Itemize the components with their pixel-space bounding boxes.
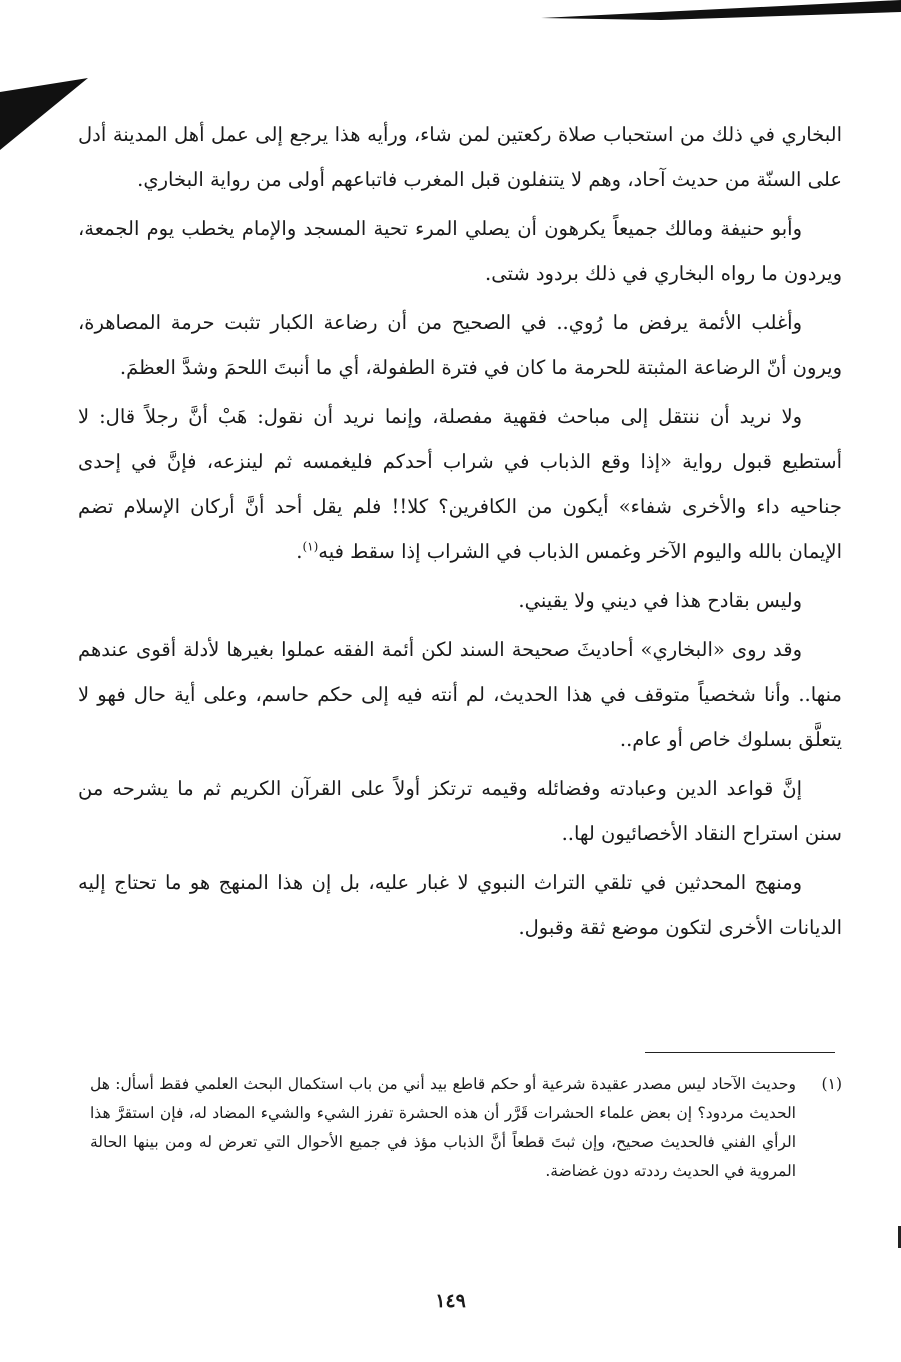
paragraph-6: وقد روى «البخاري» أحاديثَ صحيحة السند لكن أئمة الفقه عملوا بغيرها لأدلة أقوى عندهم منها.. وأنا شخصياً متوقف في هذا الحديث، لم أنته فيه إلى حكم حاسم، وعلى أية حال فهو لا يتعلَّق بسلوك خاص أو عام..: [78, 638, 842, 751]
footnote-separator: [645, 1052, 835, 1053]
paragraph-5: وليس بقادح هذا في ديني ولا يقيني.: [518, 589, 802, 612]
footnote-marker: (١): [821, 1075, 842, 1093]
paragraph-2: وأبو حنيفة ومالك جميعاً يكرهون أن يصلي المرء تحية المسجد والإمام يخطب يوم الجمعة، ويردون ما رواه البخاري في ذلك بردود شتى.: [78, 217, 842, 285]
paragraph-3: وأغلب الأئمة يرفض ما رُوي.. في الصحيح من أن رضاعة الكبار تثبت حرمة المصاهرة، ويرون أنّ الرضاعة المثبتة للحرمة ما كان في فترة الطفولة، أي ما أنبتَ اللحمَ وشدَّ العظمَ.: [78, 311, 842, 379]
paragraph-1: البخاري في ذلك من استحباب صلاة ركعتين لمن شاء، ورأيه هذا يرجع إلى عمل أهل المدينة أدل على السنّة من حديث آحاد، وهم لا يتنفلون قبل المغرب فاتباعهم أولى من رواية البخاري.: [78, 123, 842, 191]
paragraph-7: إنَّ قواعد الدين وعبادته وفضائله وقيمه ترتكز أولاً على القرآن الكريم ثم ما يشرحه من سنن استراح النقاد الأخصائيون لها..: [78, 777, 842, 845]
body-text: [78, 112, 842, 954]
paragraph-4-end: .: [296, 540, 303, 563]
page-corner-shadow-left: [0, 78, 88, 150]
footnote-reference[interactable]: (١): [302, 539, 319, 554]
footnote-text: وحديث الآحاد ليس مصدر عقيدة شرعية أو حكم قاطع بيد أني من باب استكمال البحث العلمي فقط أسأل: هل الحديث مردود؟ إن بعض علماء الحشرات قَرَّر أن هذه الحشرة تفرز الشيء والشيء المضاد له، فإن استقرَّ هذا الرأي الفني فالحديث صحيح، وإن ثبتَ قطعاً أنَّ الذباب مؤذ في جميع الأحوال التي تعرض له ومن بينها الحالة المروية في الحديث رددته دون غضاضة.: [90, 1075, 796, 1180]
paragraph-4: [78, 394, 842, 574]
paragraph-8: ومنهج المحدثين في تلقي التراث النبوي لا غبار عليه، بل إن هذا المنهج هو ما تحتاج إليه الديانات الأخرى لتكون موضع ثقة وقبول.: [78, 871, 842, 939]
paragraph-4-text: ولا نريد أن ننتقل إلى مباحث فقهية مفصلة، وإنما نريد أن نقول: هَبْ أنَّ رجلاً قال: لا أستطيع قبول رواية «إذا وقع الذباب في شراب أحدكم فليغمسه ثم لينزعه، فإنَّ في إحدى جناحيه داء والأخرى شفاء» أيكون من الكافرين؟ كلا!! فلم يقل أحد أنَّ أركان الإسلام تضم الإيمان بالله واليوم الآخر وغمس الذباب في الشراب إذا سقط فيه: [78, 405, 842, 563]
page-number: ١٤٩: [435, 1290, 466, 1312]
footnote: [90, 1070, 842, 1186]
page-corner-shadow-top: [541, 0, 901, 20]
